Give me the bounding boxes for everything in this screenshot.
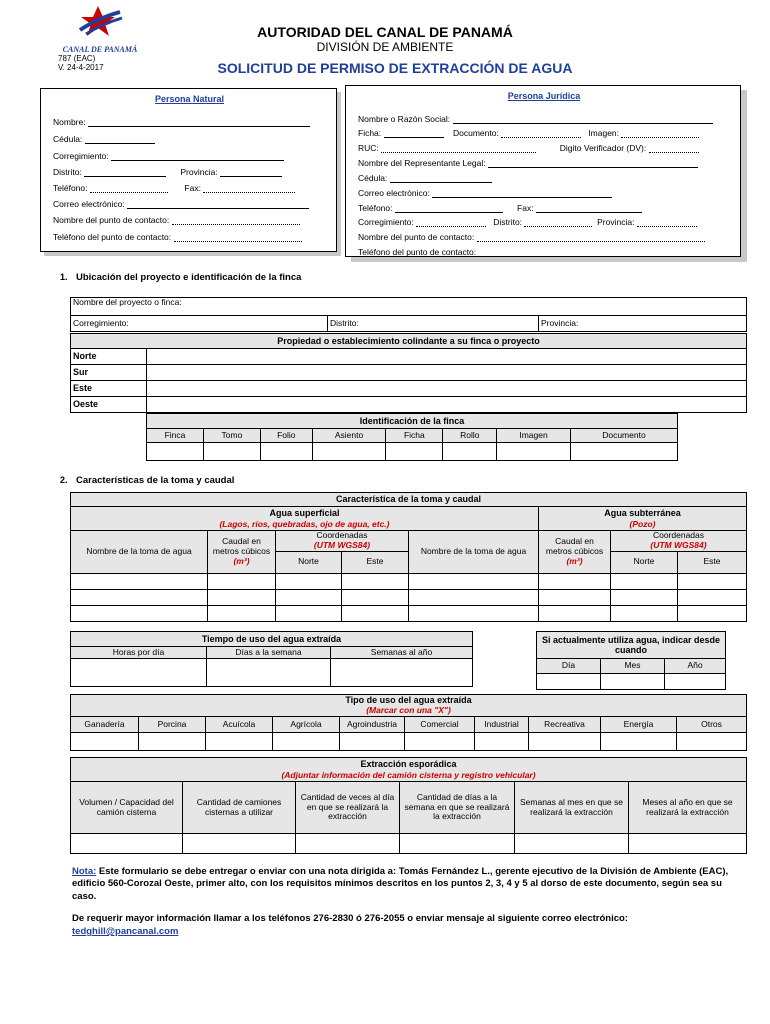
sup-norte-header: Norte [276,551,342,573]
jur-corregimiento-field[interactable] [416,218,486,227]
mes-value[interactable] [601,674,665,690]
sub-row3-norte[interactable] [611,605,678,621]
recreativa-check[interactable] [529,733,601,751]
este-label: Este [71,381,147,397]
distrito-label: Distrito: [330,317,359,328]
sup-caudal-header: Caudal en metros cúbicos [212,536,271,556]
jur-representante-label: Nombre del Representante Legal: [358,158,486,168]
nat-cedula-field[interactable] [85,135,155,144]
logo-text: CANAL DE PANAMÁ [62,45,138,54]
porcina-check[interactable] [139,733,206,751]
info-text: De requerir mayor información llamar a los teléfonos 276-2830 ó 276-2055 o enviar mensaje al siguiente correo electrónico: [72,913,628,924]
sup-row3-nombre[interactable] [71,605,208,621]
nat-tel-contacto-field[interactable] [174,233,302,242]
provincia-label: Provincia: [541,317,579,328]
sub-caudal-header: Caudal en metros cúbicos [545,536,604,556]
jur-imagen-label: Imagen: [588,128,620,138]
corregimiento-label: Corregimiento: [73,317,129,328]
dias-col: Días a la semana [207,647,331,659]
finca-value[interactable] [147,443,204,461]
jur-distrito-label: Distrito: [493,217,523,227]
toma-caudal-header: Característica de la toma y caudal [71,493,747,507]
sub-title: Agua subterránea [604,508,681,518]
rollo-col: Rollo [443,429,497,443]
toma-caudal-table [70,492,747,622]
jur-contacto-label: Nombre del punto de contacto: [358,232,475,242]
sur-label: Sur [71,365,147,381]
jur-ruc-field[interactable] [381,144,536,153]
nat-provincia-field[interactable] [220,168,282,177]
este-field[interactable] [147,381,747,397]
jur-razon-field[interactable] [453,115,713,124]
tiempo-uso-table [70,631,473,687]
esporadica-table [70,757,747,854]
rollo-value[interactable] [443,443,497,461]
esporadica-note: (Adjuntar información del camión cisterna y registro vehicular) [281,769,536,780]
camiones-col: Cantidad de camiones cisternas a utilizar [183,782,296,834]
jur-corregimiento-label: Corregimiento: [358,217,414,227]
dias-semana-col: Cantidad de días a la semana en que se realizará la extracción [400,782,515,834]
nat-fax-field[interactable] [203,184,295,193]
tomo-col: Tomo [203,429,260,443]
imagen-value[interactable] [497,443,571,461]
jur-provincia-label: Provincia: [597,217,635,227]
jur-razon-label: Nombre o Razón Social: [358,114,451,124]
distrito-cell[interactable] [328,316,539,332]
tomo-value[interactable] [203,443,260,461]
sup-title: Agua superficial [269,508,340,518]
section1-title: Ubicación del proyecto e identificación de la finca [76,272,302,283]
volumen-value[interactable] [71,834,183,854]
dia-value[interactable] [537,674,601,690]
jur-dv-label: Digito Verificador (DV): [559,143,647,153]
jur-contacto-field[interactable] [477,233,705,242]
jur-fax-label: Fax: [517,203,534,213]
nat-provincia-label: Provincia: [180,167,218,177]
sup-este-header: Este [342,551,409,573]
tipo-comercial: Comercial [405,717,475,733]
jur-documento-field[interactable] [501,129,581,138]
jur-tel-contacto-label: Teléfono del punto de contacto: [358,247,477,257]
industrial-check[interactable] [475,733,529,751]
tipo-header: Tipo de uso del agua extraída [345,695,472,706]
nat-distrito-field[interactable] [84,168,166,177]
agroindustria-check[interactable] [340,733,405,751]
veces-dia-col: Cantidad de veces al día en que se realizará la extracción [296,782,400,834]
sub-norte-header: Norte [611,551,678,573]
jur-representante-field[interactable] [488,159,698,168]
jur-ficha-field[interactable] [384,129,444,138]
sup-row3-norte[interactable] [276,605,342,621]
jur-distrito-field[interactable] [524,218,592,227]
tipo-recreativa: Recreativa [529,717,601,733]
tipo-energia: Energía [601,717,677,733]
jur-ficha-label: Ficha: [358,128,382,138]
nat-correo-label: Correo electrónico: [53,199,125,209]
jur-dv-field[interactable] [649,144,699,153]
section2-number: 2. [60,475,68,485]
oeste-field[interactable] [147,397,747,413]
sup-row1-caudal[interactable] [208,573,276,589]
tipo-acuicola: Acuícola [206,717,273,733]
nota-paragraph [72,866,732,903]
imagen-col: Imagen [497,429,571,443]
sub-row3-caudal[interactable] [539,605,611,621]
jur-fax-field[interactable] [536,204,642,213]
norte-field[interactable] [147,349,747,365]
sup-row2-este[interactable] [342,589,409,605]
dia-col: Día [537,659,601,674]
org-name: AUTORIDAD DEL CANAL DE PANAMÁ [257,24,513,40]
nat-contacto-field[interactable] [172,216,300,225]
acuicola-check[interactable] [206,733,273,751]
tipo-otros: Otros [677,717,747,733]
sub-row2-este[interactable] [678,589,747,605]
sub-nombre-toma-header: Nombre de la toma de agua [409,531,539,574]
sur-field[interactable] [147,365,747,381]
proyecto-cell[interactable] [71,298,747,316]
finca-header: Identificación de la finca [147,414,678,429]
sub-row1-nombre[interactable] [409,573,539,589]
meses-anio-value[interactable] [629,834,747,854]
jur-cedula-label: Cédula: [358,173,388,183]
section1-number: 1. [60,272,68,282]
jur-imagen-field[interactable] [621,129,699,138]
semanas-value[interactable] [331,659,473,687]
nat-corregimiento-field[interactable] [111,152,284,161]
tipo-ganaderia: Ganadería [71,717,139,733]
ficha-col: Ficha [386,429,443,443]
provincia-cell[interactable] [539,316,747,332]
sub-row2-caudal[interactable] [539,589,611,605]
form-code: 787 (EAC) [58,54,96,63]
jur-documento-label: Documento: [452,128,499,138]
jur-correo-field[interactable] [432,189,612,198]
sub-m3-header: (m³) [566,555,583,566]
sup-row1-norte[interactable] [276,573,342,589]
mes-col: Mes [601,659,665,674]
sub-row1-norte[interactable] [611,573,678,589]
nat-fax-label: Fax: [184,183,201,193]
form-title: SOLICITUD DE PERMISO DE EXTRACCIÓN DE AGUA [217,60,573,76]
sub-utm-header: (UTM WGS84) [650,539,707,550]
corregimiento-cell[interactable] [71,316,328,332]
sup-row1-nombre[interactable] [71,573,208,589]
finca-table [146,413,678,461]
dias-semana-value[interactable] [400,834,515,854]
persona-natural-box [40,88,337,252]
proyecto-label: Nombre del proyecto o finca: [73,297,182,307]
folio-value[interactable] [260,443,312,461]
logo [50,4,150,54]
tipo-industrial: Industrial [475,717,529,733]
jur-cedula-field[interactable] [390,174,492,183]
sub-este-header: Este [678,551,747,573]
norte-label: Norte [71,349,147,365]
asiento-value[interactable] [312,443,386,461]
persona-natural-title: Persona Natural [154,94,225,104]
jur-provincia-field[interactable] [637,218,697,227]
sup-utm-header: (UTM WGS84) [313,539,371,550]
meses-anio-col: Meses al año en que se realizará la extracción [629,782,747,834]
finca-col: Finca [147,429,204,443]
colindante-table [70,333,747,413]
location-table [70,297,747,332]
section2-title: Características de la toma y caudal [76,475,235,486]
sub-row2-norte[interactable] [611,589,678,605]
division-name: DIVISIÓN DE AMBIENTE [316,40,454,54]
jur-correo-label: Correo electrónico: [358,188,430,198]
uso-actual-header: Si actualmente utiliza agua, indicar desde cuando [537,632,726,659]
volumen-col: Volumen / Capacidad del camión cisterna [71,782,183,834]
sup-row1-este[interactable] [342,573,409,589]
asiento-col: Asiento [312,429,386,443]
tipo-note: (Marcar con una "X") [366,704,451,715]
anio-value[interactable] [665,674,726,690]
ganaderia-check[interactable] [71,733,139,751]
veces-dia-value[interactable] [296,834,400,854]
sub-row3-este[interactable] [678,605,747,621]
form-version: V. 24-4-2017 [58,63,104,72]
nat-distrito-label: Distrito: [53,167,82,177]
ficha-value[interactable] [386,443,443,461]
nat-correo-field[interactable] [127,200,309,209]
sub-coord-header: Coordenadas [652,530,705,540]
uso-actual-table [536,631,726,690]
sup-coord-header: Coordenadas [316,530,368,540]
documento-col: Documento [570,429,677,443]
semanas-mes-value[interactable] [515,834,629,854]
tipo-agricola: Agrícola [273,717,340,733]
sub-row1-este[interactable] [678,573,747,589]
nat-cedula-label: Cédula: [53,134,83,144]
folio-col: Folio [260,429,312,443]
nat-corregimiento-label: Corregimiento: [53,151,109,161]
sub-row3-nombre[interactable] [409,605,539,621]
sup-note: (Lagos, ríos, quebradas, ojo de agua, etc.) [219,518,390,529]
sup-row2-nombre[interactable] [71,589,208,605]
jur-telefono-label: Teléfono: [358,203,393,213]
dias-value[interactable] [207,659,331,687]
persona-juridica-box [345,85,741,257]
sub-note: (Pozo) [629,518,656,529]
nat-telefono-field[interactable] [90,184,168,193]
nat-contacto-label: Nombre del punto de contacto: [53,215,170,225]
agricola-check[interactable] [273,733,340,751]
nat-telefono-label: Teléfono: [53,183,88,193]
tipo-porcina: Porcina [139,717,206,733]
horas-col: Horas por día [71,647,207,659]
energia-check[interactable] [601,733,677,751]
sup-row3-caudal[interactable] [208,605,276,621]
tipo-agroindustria: Agroindustria [340,717,405,733]
documento-value[interactable] [570,443,677,461]
sub-row2-nombre[interactable] [409,589,539,605]
sub-row1-caudal[interactable] [539,573,611,589]
email-link[interactable]: tedghill@pancanal.com [72,926,179,937]
tiempo-header: Tiempo de uso del agua extraída [71,632,473,647]
nota-label: Nota: [72,866,97,877]
anio-col: Año [665,659,726,674]
sup-row2-norte[interactable] [276,589,342,605]
semanas-col: Semanas al año [331,647,473,659]
nat-nombre-label: Nombre: [53,117,86,127]
camiones-value[interactable] [183,834,296,854]
comercial-check[interactable] [405,733,475,751]
otros-check[interactable] [677,733,747,751]
jur-telefono-field[interactable] [395,204,503,213]
horas-value[interactable] [71,659,207,687]
canal-star-logo-icon [50,4,150,40]
sup-m3-header: (m³) [233,555,250,566]
sup-row3-este[interactable] [342,605,409,621]
tipo-uso-table [70,694,747,751]
nota-text: Este formulario se debe entregar o enviar con una nota dirigida a: Tomás Fernández L., gerente ejecutivo de la División de Ambiente (EAC), edificio 560-Corozal Oeste, primer alto, con los requisitos mínimos descritos en los puntos 2, 3, 4 y 5 al dorso de este documento, según sea su caso. [72,866,729,902]
persona-juridica-title: Persona Jurídica [507,91,581,101]
jur-ruc-label: RUC: [358,143,379,153]
sup-nombre-toma-header: Nombre de la toma de agua [71,531,208,574]
colindante-header: Propiedad o establecimiento colindante a su finca o proyecto [71,334,747,349]
nat-tel-contacto-label: Teléfono del punto de contacto: [53,232,172,242]
nat-nombre-field[interactable] [88,118,310,127]
jur-tel-contacto-field[interactable] [479,248,685,257]
semanas-mes-col: Semanas al mes en que se realizará la extracción [515,782,629,834]
sup-row2-caudal[interactable] [208,589,276,605]
oeste-label: Oeste [71,397,147,413]
esporadica-header: Extracción esporádica [360,759,457,769]
